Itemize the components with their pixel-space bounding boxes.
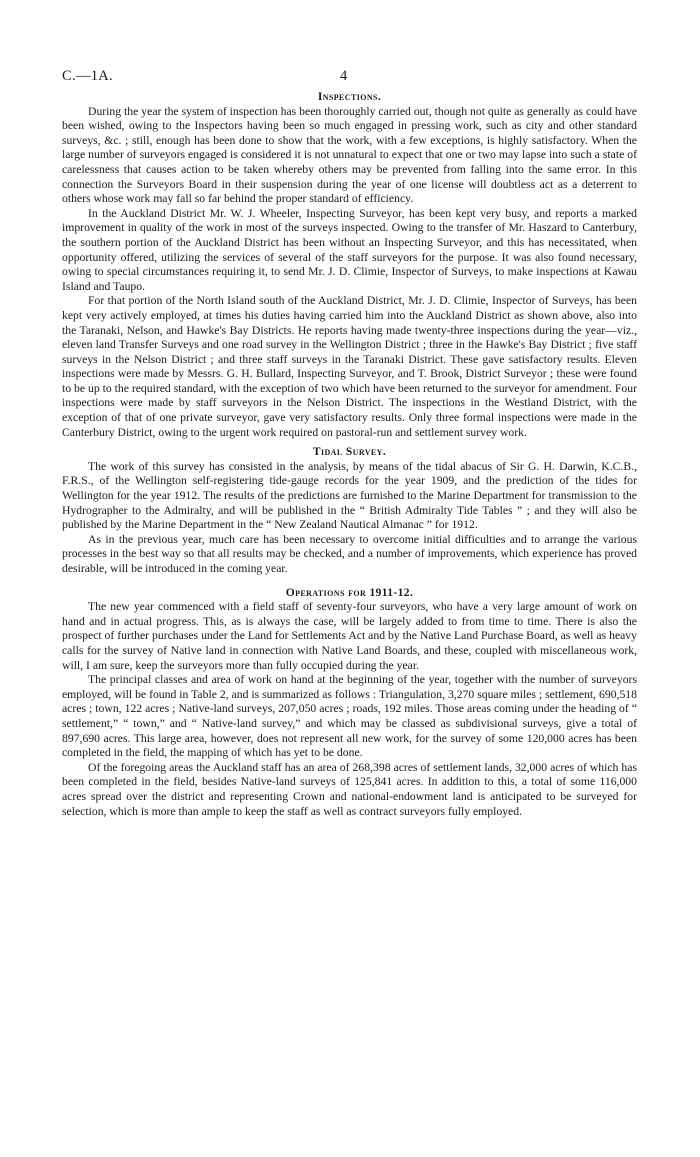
paragraph: The work of this survey has consisted in the analysis, by means of the tidal abacus of Sir G. H. Darwin, K.C.B., F.R.S., of the Wellington self-registering tide-gauge records for the year 1909, and the prediction of the tides for Wellington for the year 1912. The results of the predictions are furnished to the Marine Department for transmission to the Hydrographer to the Admiralty, and will be published in the “ British Admiralty Tide Tables ” ; and they will also be published by the Marine Department in the “ New Zealand Nautical Almanac ” for 1912. xyxy=(62,459,637,532)
section-heading: Tidal Survey. xyxy=(312,446,387,459)
section-heading: Operations for 1911-12. xyxy=(285,586,414,599)
paragraph: The new year commenced with a field staff of seventy-four surveyors, who have a very large amount of work on hand and in actual progress. This, as is always the case, will be largely added to from time to time. There is also the prospect of further purchases under the Land for Settlements Act and by the Native Land Purchase Board, as well as heavy calls for the survey of Native land in connection with Native Land Boards, and these, coupled with miscellaneous work, will, I am sure, keep the surveyors more than fully occupied during the year. xyxy=(62,600,637,672)
document-reference: C.—1A. xyxy=(62,68,113,84)
paragraph: The principal classes and area of work on hand at the beginning of the year, together with the number of surveyors employed, will be found in Table 2, and is summarized as follows : Triangulation, 3,270 square miles ; settlement, 690,518 acres ; town, 122 acres ; Native-land surveys, 207,050 acres ; roads, 192 miles. Those areas coming under the heading of “ settlement,” “ town,” and “ Native-land survey,” and which may be classed as subdivisional surveys, give a total of 897,690 acres. This large area, however, does not represent all new work, for the survey of some 120,000 acres has been completed in the field, the mapping of which has yet to be done. xyxy=(62,673,637,760)
page-number: 4 xyxy=(340,68,348,84)
paragraph: As in the previous year, much care has been necessary to overcome initial difficulties and to arrange the various processes in the best way so that all results may be checked, and a number of improvements, which experience has proved desirable, will be introduced in the coming year. xyxy=(62,532,637,575)
section-heading: Inspections. xyxy=(317,91,382,103)
page-header xyxy=(62,0,637,90)
section-operations xyxy=(62,586,637,820)
paragraph: For that portion of the North Island south of the Auckland District, Mr. J. D. Climie, Inspector of Surveys, has been kept very actively employed, at times his duties having carried him into the Auckland District as shown above, also into the Taranaki, Nelson, and Hawke's Bay Districts. He reports having made twenty-three inspections during the year—viz., eleven land Transfer Surveys and one road survey in the Wellington District ; three in the Hawke's Bay District ; five staff surveys in the Nelson District ; and three staff surveys in the Taranaki District. These gave satisfactory results. Eleven inspections were made by Messrs. G. H. Bullard, Inspecting Surveyor, and T. Brook, District Surveyor ; these were found to be up to the required standard, with the exception of two which have been returned to the surveyor for amendment. Four inspections were made by staff surveyors in the Nelson District. The inspections in the Westland District, with the exception of that of one private surveyor, gave very satisfactory results. Only three formal inspections were made in the Canterbury District, owing to the urgent work required on pastoral-run and settlement survey work. xyxy=(62,294,637,439)
paragraph: In the Auckland District Mr. W. J. Wheeler, Inspecting Surveyor, has been kept very busy, and reports a marked improvement in quality of the work in most of the surveys inspected. Owing to the transfer of Mr. Haszard to Canterbury, the southern portion of the Auckland District has been without an Inspecting Surveyor, and this has necessitated, when opportunity offered, utilizing the services of several of the staff surveyors for the purpose. It was also found necessary, owing to special circumstances requiring it, to send Mr. J. D. Climie, Inspector of Surveys, to make inspections at Kawau Island and Taupo. xyxy=(62,206,637,293)
paragraph: During the year the system of inspection has been thoroughly carried out, though not quite as generally as could have been wished, owing to the Inspectors having been so much engaged in pressing work, such as city and other standard surveys, &c. ; still, enough has been done to show that the work, with a few exceptions, is highly satisfactory. When the large number of surveyors engaged is considered it is not unnatural to expect that one or two may lapse into such a state of carelessness that causes action to be taken whereby others may be prevented from falling into the same error. In this connection the Surveyors Board in their suspension during the year of one license will doubtless act as a deterrent to others whose work may fall so far behind the proper standard of efficiency. xyxy=(62,104,637,206)
paragraph: Of the foregoing areas the Auckland staff has an area of 268,398 acres of settlement lands, 32,000 acres of which has been completed in the field, besides Native-land surveys of 125,841 acres. In addition to this, a total of some 116,000 acres spread over the district and representing Crown and national-endowment land is anticipated to be surveyed for selection, which is more than ample to keep the staff as well as contract surveyors fully employed. xyxy=(62,760,637,818)
section-inspections xyxy=(62,90,637,440)
section-tidal-survey xyxy=(62,445,637,576)
document-page xyxy=(62,0,637,819)
